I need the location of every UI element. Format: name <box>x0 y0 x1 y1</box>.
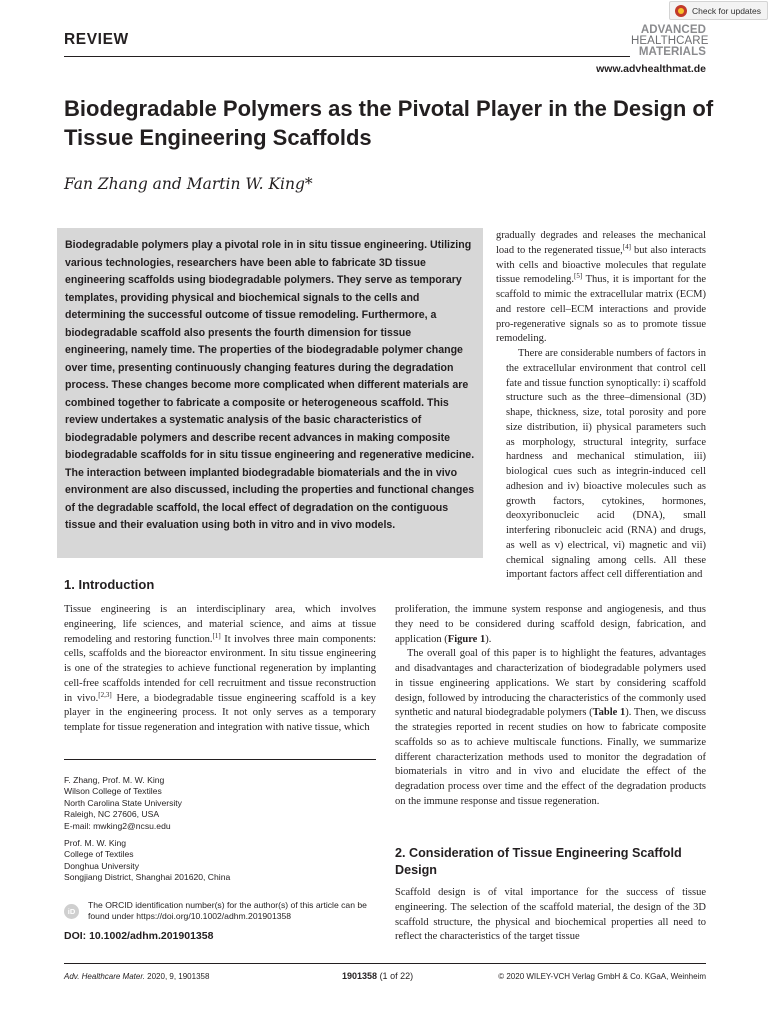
abstract-box <box>57 228 483 558</box>
journal-logo-line-1: ADVANCED <box>640 24 706 36</box>
journal-logo <box>631 24 709 58</box>
affiliation-line: Prof. M. W. King <box>64 838 127 849</box>
article-title: Biodegradable Polymers as the Pivotal Player in the Design of Tissue Engineering Scaffolds <box>64 96 714 150</box>
affiliation-line: Wilson College of Textiles <box>64 786 162 797</box>
paragraph: proliferation, the immune system response and angiogenesis, and thus they need to be considered during scaffold design, fabrication, and application (Figure 1). <box>395 604 706 645</box>
abstract-text: Biodegradable polymers play a pivotal role in in situ tissue engineering. Utilizing various technologies, researchers have been able to fabricate 3D tissue engineering scaffolds using biodegradable polymers. They serve as temporary templates, providing physical and biochemical signals to the cells and determining the successful outcome of tissue remodeling. Furthermore, a biodegradable scaffold also presents the fourth dimension for tissue engineering, namely time. The properties of the biodegradable polymer change over time, presenting continuously changing features during the degradation process. These changes become more complicated when different materials are combined together to fabricate a composite or heterogeneous scaffold. This review undertakes a systematic analysis of the basic characteristics of biodegradable polymers and describe recent advances in making composite biodegradable scaffolds for in situ tissue engineering and regenerative medicine. The interaction between implanted biodegradable biomaterials and the in vivo environment are also discussed, including the properties and functional changes of the degradable scaffold, the local effect of degradation on the contiguous tissue and their evaluation using both in vitro and in vivo models. <box>65 239 475 531</box>
header-divider <box>64 56 630 57</box>
figure-link[interactable]: Figure 1 <box>447 633 486 645</box>
paragraph: Scaffold design is of vital importance for the success of tissue engineering. The selection of the scaffold material, the design of the 3D scaffold structure, the physical and biochemical properties all need to reflect the characteristics of the target tissue <box>395 887 706 943</box>
affiliation-line: North Carolina State University <box>64 797 182 808</box>
footer-volume: 2020, 9, 1901358 <box>144 972 210 981</box>
page-id: 1901358 <box>342 971 378 981</box>
orcid-icon: iD <box>64 904 79 919</box>
affiliation-line: Raleigh, NC 27606, USA <box>64 809 160 820</box>
introduction-text <box>64 603 376 736</box>
affiliation-line: College of Textiles <box>64 849 134 860</box>
paragraph: Tissue engineering is an interdisciplinary area, which involves engineering, life sciences, and material science, and aims at tissue remodeling and restoring function.[1] It involves three main components: cells, scaffolds and the bioreactor environment. In situ tissue engineering is one of the strategies to achieve functional regeneration by implanting cell-free scaffolds intended for cell recruitment and tissue reconstruction in vivo.[2,3] Here, a biodegradable tissue engineering scaffold is a key player in the engineering process. It not only serves as a temporary template for tissue regeneration and integration with native tissue, which <box>64 604 377 733</box>
section2-text <box>395 886 706 945</box>
section-heading-scaffold-design: 2. Consideration of Tissue Engineering Scaffold Design <box>395 846 682 877</box>
paragraph: gradually degrades and releases the mechanical load to the regenerated tissue,[4] but also interacts with cells and bioactive molecules that regulate tissue remodeling.[5] Thus, it is important for the scaffold to mimic the extracellular matrix (ECM) and restore cell–ECM interactions and provide pro-regenerative signals so as to promote tissue remodeling. <box>496 230 706 345</box>
page-of: (1 of 22) <box>379 971 414 981</box>
paragraph: The overall goal of this paper is to highlight the features, advantages and disadvantages and characterization of biodegradable polymers used in tissue engineering applications. We start by considering scaffold design, followed by introducing the characteristics of the commonly used synthetic and natural biodegradable polymers (Table 1). Then, we discuss the strategies reported in recent studies on how to fabricate composite scaffolds so as to achieve multiscale functions. Finally, we summarize different characterization methods used to monitor the degradation of biomaterials in vitro and in vivo and elucidate the effect of the degradation process over time and the effect of the degradation products on the immune response and tissue regeneration. <box>395 648 706 807</box>
citation-link[interactable]: [4] <box>622 242 631 251</box>
journal-logo-line-2: HEALTHCARE <box>631 35 709 47</box>
citation-link[interactable]: [1] <box>212 631 221 640</box>
affiliation-line: Songjiang District, Shanghai 201620, China <box>64 872 231 883</box>
journal-logo-line-3: MATERIALS <box>638 46 706 58</box>
citation-link[interactable]: [5] <box>573 272 583 281</box>
footer-divider <box>64 963 706 964</box>
paragraph: There are considerable numbers of factors in the extracellular environment that control cell fate and tissue function synoptically: i) scaffold structure such as the three–dimensional (3D) shape, thickness, size, total porosity and pore size distribution, ii) physical parameters such as morphology, structural integrity, surface hardness and mechanical stimulation, iii) biological cues such as integrin-induced cell adhesion and iv) bioactive molecules such as growth factors, cytokines, hormones, deoxyribonucleic acid (DNA), small interfering ribonucleic acid (RNA) and drugs, as well as v) electrical, vi) magnetic and vii) chemical signaling among cells. All these important factors affect cell differentiation and <box>506 348 706 581</box>
section-heading-introduction: 1. Introduction <box>64 577 155 592</box>
doi-link[interactable]: DOI: 10.1002/adhm.201901358 <box>64 930 214 942</box>
footnote-divider <box>64 759 376 760</box>
affiliations <box>64 775 376 884</box>
check-for-updates-label: Check for updates <box>692 5 761 16</box>
affiliation-line: Donghua University <box>64 860 139 871</box>
table-link[interactable]: Table 1 <box>592 707 626 719</box>
footer-journal: Adv. Healthcare Mater. <box>64 972 145 981</box>
article-authors: Fan Zhang and Martin W. King* <box>64 175 313 193</box>
journal-url-link[interactable]: www.advhealthmat.de <box>596 63 706 75</box>
updates-icon <box>675 5 687 17</box>
orcid-note[interactable]: The ORCID identification number(s) for the author(s) of this article can be found under https://doi.org/10.1002/adhm.201901358 <box>88 900 367 922</box>
section-label: REVIEW <box>64 31 129 48</box>
main-right-text <box>395 603 706 810</box>
check-for-updates-button[interactable] <box>669 1 768 20</box>
right-column-text <box>496 229 706 583</box>
author-email-link[interactable]: E-mail: mwking2@ncsu.edu <box>64 820 171 831</box>
affiliation-line: F. Zhang, Prof. M. W. King <box>64 775 165 785</box>
page-number <box>342 971 413 981</box>
copyright-notice: © 2020 WILEY-VCH Verlag GmbH & Co. KGaA, Weinheim <box>498 972 706 981</box>
footer-citation <box>64 972 209 981</box>
citation-link[interactable]: [2,3] <box>98 690 112 699</box>
